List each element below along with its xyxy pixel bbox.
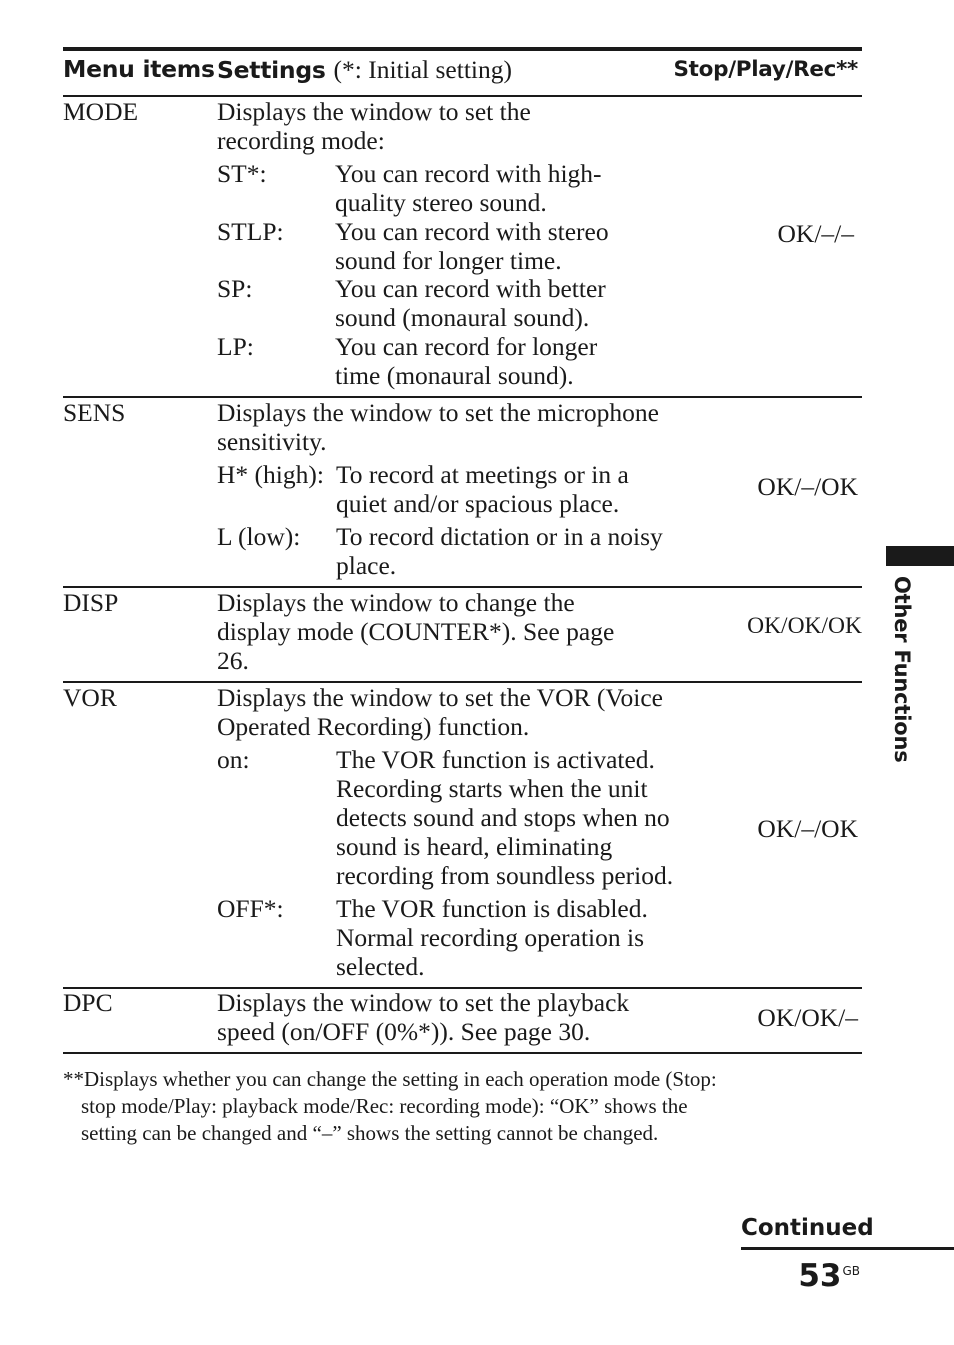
side-tab-label: [886, 576, 916, 763]
option-text: Normal recording operation is: [336, 923, 645, 952]
row-sens-status: OK/–/OK: [757, 472, 858, 501]
option-text: You can record with stereo: [335, 217, 609, 246]
table-bottom-rule: [63, 1052, 862, 1054]
row-disp-item: DISP: [63, 588, 119, 617]
option-key: SP:: [217, 274, 253, 303]
option-text: You can record with better: [335, 274, 606, 303]
option-text: sound (monaural sound).: [335, 303, 590, 332]
row-dpc-status: OK/OK/–: [757, 1003, 858, 1032]
option-text: sound is heard, eliminating: [336, 832, 613, 861]
row-sens-desc-2: sensitivity.: [217, 427, 327, 456]
option-text: selected.: [336, 952, 425, 981]
row-mode-desc-2: recording mode:: [217, 126, 385, 155]
option-text: quality stereo sound.: [335, 188, 547, 217]
row-vor-status: OK/–/OK: [757, 814, 858, 843]
page-number-suffix: GB: [842, 1264, 860, 1278]
option-text: You can record with high-: [335, 159, 602, 188]
footnote-line-3: setting can be changed and “–” shows the setting cannot be changed.: [81, 1121, 659, 1145]
continued-rule: [741, 1247, 954, 1250]
option-text: The VOR function is activated.: [336, 745, 655, 774]
row-sens-desc-1: Displays the window to set the microphone: [217, 398, 659, 427]
option-text: sound for longer time.: [335, 246, 562, 275]
side-tab-marker: [886, 546, 954, 566]
row-mode-desc-1: Displays the window to set the: [217, 97, 531, 126]
row-disp-desc-1: Displays the window to change the: [217, 588, 575, 617]
option-key: LP:: [217, 332, 254, 361]
option-text: To record at meetings or in a: [336, 460, 629, 489]
row-sens-item: SENS: [63, 398, 126, 427]
table-top-rule: [63, 47, 862, 51]
option-text: You can record for longer: [335, 332, 598, 361]
header-settings-label: Settings: [217, 56, 326, 84]
option-key: ST*:: [217, 159, 267, 188]
option-key: H* (high):: [217, 460, 324, 489]
header-settings: [217, 55, 512, 84]
header-menu-items: Menu items: [63, 55, 215, 83]
row-disp-desc-2: display mode (COUNTER*). See page: [217, 617, 615, 646]
option-key: STLP:: [217, 217, 284, 246]
row-disp-desc-3: 26.: [217, 646, 249, 675]
option-text: time (monaural sound).: [335, 361, 574, 390]
option-text: quiet and/or spacious place.: [336, 489, 620, 518]
option-text: Recording starts when the unit: [336, 774, 648, 803]
option-key: OFF*:: [217, 894, 284, 923]
option-text: recording from soundless period.: [336, 861, 674, 890]
option-key: on:: [217, 745, 250, 774]
header-settings-note: (*: Initial setting): [333, 55, 512, 84]
row-mode-status: OK/–/–: [777, 219, 854, 248]
option-text: detects sound and stops when no: [336, 803, 670, 832]
footnote-line-1: **Displays whether you can change the setting in each operation mode (Stop:: [63, 1067, 717, 1091]
continued-label: Continued: [741, 1215, 874, 1241]
row-disp-status: OK/OK/OK: [747, 613, 862, 639]
side-tab-text: Other Functions: [890, 576, 914, 763]
footnote-line-2: stop mode/Play: playback mode/Rec: recording mode): “OK” shows the: [81, 1094, 688, 1118]
page-number-value: 53: [798, 1258, 842, 1294]
row-dpc-desc-2: speed (on/OFF (0%*)). See page 30.: [217, 1017, 591, 1046]
row-dpc-desc-1: Displays the window to set the playback: [217, 988, 630, 1017]
option-key: L (low):: [217, 522, 301, 551]
row-vor-item: VOR: [63, 683, 117, 712]
row-dpc-item: DPC: [63, 988, 113, 1017]
page-number: [798, 1258, 860, 1294]
option-text: The VOR function is disabled.: [336, 894, 648, 923]
header-mode-column: Stop/Play/Rec**: [673, 57, 858, 82]
row-vor-desc-2: Operated Recording) function.: [217, 712, 530, 741]
row-mode-item: MODE: [63, 97, 139, 126]
option-text: place.: [336, 551, 397, 580]
row-vor-desc-1: Displays the window to set the VOR (Voice: [217, 683, 663, 712]
option-text: To record dictation or in a noisy: [336, 522, 663, 551]
